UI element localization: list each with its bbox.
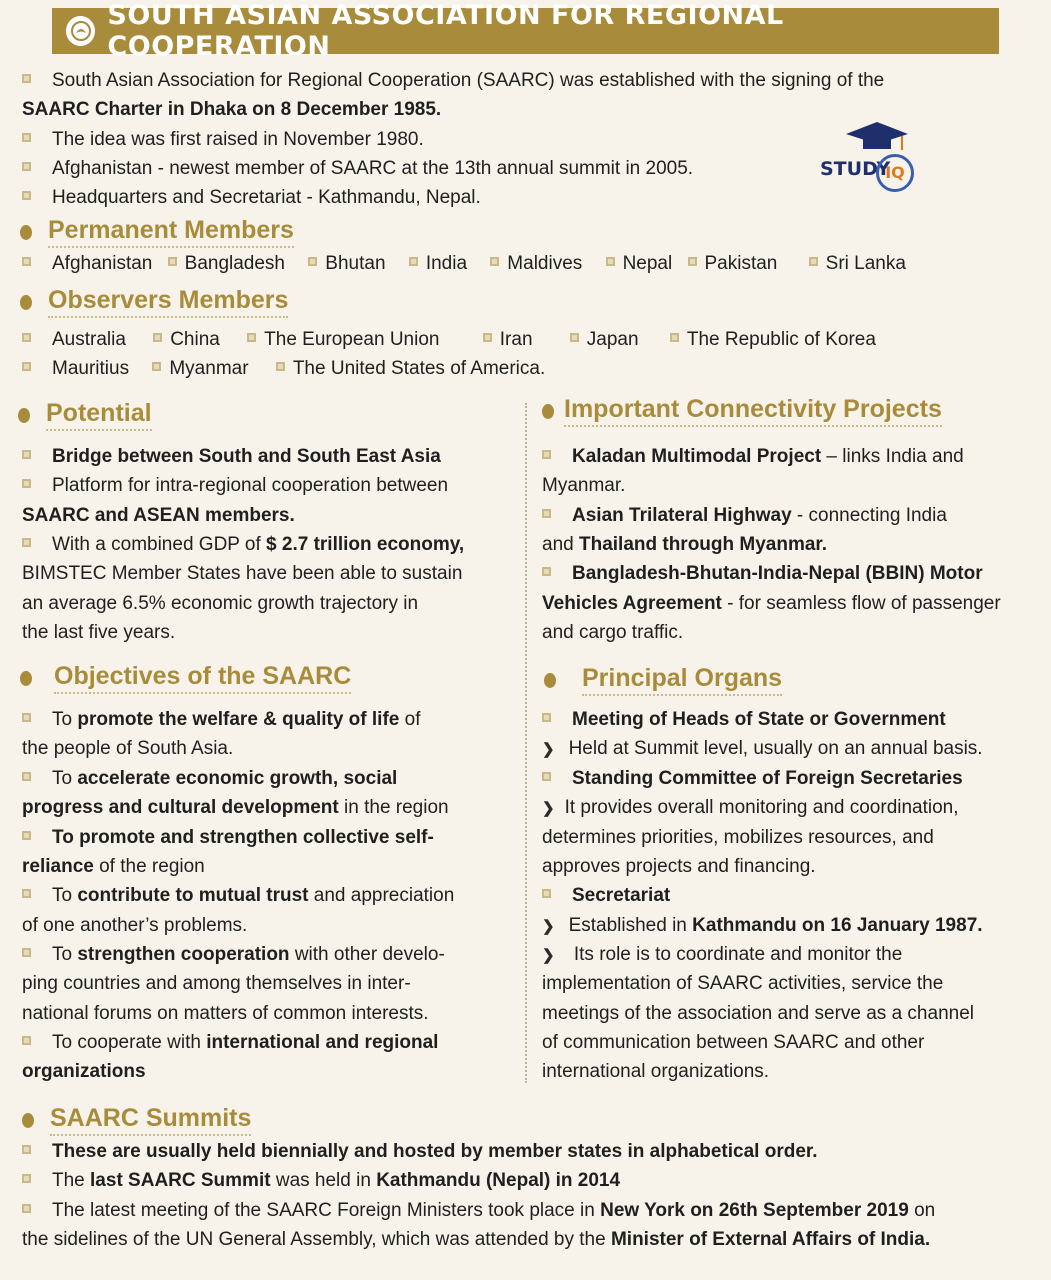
potential-heading: Potential xyxy=(18,399,152,431)
connectivity-line-4: and Thailand through Myanmar. xyxy=(542,534,828,555)
heading-bullet-icon xyxy=(542,404,554,419)
bullet-icon xyxy=(308,257,317,266)
bullet-icon xyxy=(490,257,499,266)
bullet-icon xyxy=(22,889,31,898)
summit-line-3: The latest meeting of the SAARC Foreign Ministers took place in New York on 26th September 2019 on xyxy=(22,1196,935,1225)
objective-5: To strengthen cooperation with other develo- xyxy=(22,940,445,969)
organ-3-detail-3: implementation of SAARC activities, service the xyxy=(542,973,944,994)
heading-bullet-icon xyxy=(20,225,32,240)
bullet-icon xyxy=(542,567,551,576)
heading-bullet-icon xyxy=(18,408,30,423)
graduation-cap-icon xyxy=(844,120,910,154)
observer-item: Japan xyxy=(586,329,639,350)
observer-item: The European Union xyxy=(264,329,440,350)
objective-2-cont: progress and cultural development in the region xyxy=(22,797,449,818)
bullet-icon xyxy=(22,772,31,781)
intro-line-1: South Asian Association for Regional Cooperation (SAARC) was established with the signing of the xyxy=(22,66,884,95)
objective-4-cont: of one another’s problems. xyxy=(22,915,248,936)
member-item: Bhutan xyxy=(325,253,386,274)
observers-row-2 xyxy=(22,354,545,383)
potential-line-7: the last five years. xyxy=(22,622,176,643)
arrow-bullet-icon: ❯ xyxy=(542,918,555,935)
logo-study-text: STUDY xyxy=(820,158,891,180)
bullet-icon xyxy=(542,772,551,781)
arrow-bullet-icon: ❯ xyxy=(542,741,555,758)
bullet-icon xyxy=(22,831,31,840)
organ-3-detail-2: ❯ Its role is to coordinate and monitor the xyxy=(542,940,902,970)
bullet-icon xyxy=(22,1036,31,1045)
organ-3-detail-5: of communication between SAARC and other xyxy=(542,1032,925,1053)
member-item: Afghanistan xyxy=(52,253,153,274)
connectivity-line-3: Asian Trilateral Highway - connecting India xyxy=(542,501,947,530)
bullet-icon xyxy=(670,333,679,342)
summit-line-4: the sidelines of the UN General Assembly, which was attended by the Minister of External Affairs of India. xyxy=(22,1229,931,1250)
bullet-icon xyxy=(542,450,551,459)
observer-item: The United States of America. xyxy=(292,358,546,379)
bullet-icon xyxy=(542,889,551,898)
bullet-icon xyxy=(22,1174,31,1183)
bullet-icon xyxy=(247,333,256,342)
connectivity-heading: Important Connectivity Projects xyxy=(542,395,942,427)
bullet-icon xyxy=(688,257,697,266)
permanent-members-heading: Permanent Members xyxy=(20,216,294,248)
organ-1-detail: ❯ Held at Summit level, usually on an annual basis. xyxy=(542,734,983,764)
organ-2: Standing Committee of Foreign Secretaries xyxy=(542,764,963,793)
saarc-emblem-icon xyxy=(66,16,95,46)
objective-3: To promote and strengthen collective self- xyxy=(22,823,434,852)
organs-heading: Principal Organs xyxy=(544,664,782,696)
bullet-icon xyxy=(22,1145,31,1154)
bullet-icon xyxy=(22,713,31,722)
objective-5-cont-1: ping countries and among themselves in inter- xyxy=(22,973,411,994)
organ-3-detail-4: meetings of the association and serve as a channel xyxy=(542,1003,974,1024)
studyiq-logo xyxy=(818,120,914,200)
member-item: Maldives xyxy=(507,253,583,274)
potential-line-5: BIMSTEC Member States have been able to sustain xyxy=(22,563,463,584)
objective-3-cont: reliance of the region xyxy=(22,856,205,877)
member-item: Nepal xyxy=(622,253,673,274)
bullet-icon xyxy=(483,333,492,342)
bullet-icon xyxy=(22,191,31,200)
potential-line-3: SAARC and ASEAN members. xyxy=(22,505,295,526)
intro-line-2: SAARC Charter in Dhaka on 8 December 1985. xyxy=(22,99,442,120)
organ-2-detail: ❯ It provides overall monitoring and coordination, xyxy=(542,793,959,823)
observer-item: Mauritius xyxy=(52,358,130,379)
bullet-icon xyxy=(22,1204,31,1213)
intro-line-5: Headquarters and Secretariat - Kathmandu, Nepal. xyxy=(22,183,481,212)
bullet-icon xyxy=(22,450,31,459)
potential-line-4: With a combined GDP of $ 2.7 trillion economy, xyxy=(22,530,464,559)
bullet-icon xyxy=(22,333,31,342)
objective-1-cont: the people of South Asia. xyxy=(22,738,234,759)
connectivity-line-2: Myanmar. xyxy=(542,475,626,496)
summit-line-1: These are usually held biennially and hosted by member states in alphabetical order. xyxy=(22,1137,818,1166)
intro-line-4: Afghanistan - newest member of SAARC at the 13th annual summit in 2005. xyxy=(22,154,693,183)
bullet-icon xyxy=(22,479,31,488)
member-item: Pakistan xyxy=(704,253,778,274)
summit-line-2: The last SAARC Summit was held in Kathmandu (Nepal) in 2014 xyxy=(22,1166,620,1195)
bullet-icon xyxy=(22,538,31,547)
arrow-bullet-icon: ❯ xyxy=(542,947,555,964)
connectivity-line-5: Bangladesh-Bhutan-India-Nepal (BBIN) Motor xyxy=(542,559,983,588)
potential-line-1: Bridge between South and South East Asia xyxy=(22,442,441,471)
objective-6: To cooperate with international and regional xyxy=(22,1028,438,1057)
heading-bullet-icon xyxy=(20,671,32,686)
organ-3: Secretariat xyxy=(542,881,670,910)
bullet-icon xyxy=(22,133,31,142)
heading-bullet-icon xyxy=(20,295,32,310)
observer-item: Myanmar xyxy=(169,358,249,379)
organ-1: Meeting of Heads of State or Government xyxy=(542,705,946,734)
bullet-icon xyxy=(22,257,31,266)
objective-1: To promote the welfare & quality of life of xyxy=(22,705,420,734)
objective-2: To accelerate economic growth, social xyxy=(22,764,397,793)
observer-item: Iran xyxy=(499,329,533,350)
bullet-icon xyxy=(22,948,31,957)
member-item: Sri Lanka xyxy=(825,253,906,274)
column-divider xyxy=(525,403,527,1083)
bullet-icon xyxy=(22,74,31,83)
objective-5-cont-2: national forums on matters of common interests. xyxy=(22,1003,429,1024)
bullet-icon xyxy=(153,333,162,342)
bullet-icon xyxy=(22,162,31,171)
organ-3-detail-6: international organizations. xyxy=(542,1061,770,1082)
connectivity-line-7: and cargo traffic. xyxy=(542,622,684,643)
bullet-icon xyxy=(409,257,418,266)
observer-item: China xyxy=(170,329,220,350)
page-title: SOUTH ASIAN ASSOCIATION FOR REGIONAL COOPERATION xyxy=(107,0,784,62)
organ-2-detail-2: determines priorities, mobilizes resources, and xyxy=(542,827,934,848)
observers-row-1 xyxy=(22,325,876,354)
heading-bullet-icon xyxy=(544,673,556,688)
observers-heading: Observers Members xyxy=(20,286,288,318)
bullet-icon xyxy=(152,362,161,371)
permanent-members-list xyxy=(22,249,906,278)
member-item: Bangladesh xyxy=(184,253,286,274)
summits-heading: SAARC Summits xyxy=(22,1104,251,1136)
objectives-heading: Objectives of the SAARC xyxy=(20,662,351,694)
potential-line-6: an average 6.5% economic growth trajectory in xyxy=(22,593,419,614)
potential-line-2: Platform for intra-regional cooperation between xyxy=(22,471,448,500)
observer-item: Australia xyxy=(52,329,126,350)
arrow-bullet-icon: ❯ xyxy=(542,800,555,817)
objective-6-cont: organizations xyxy=(22,1061,146,1082)
organ-3-detail: ❯ Established in Kathmandu on 16 January 1987. xyxy=(542,911,983,941)
connectivity-line-6: Vehicles Agreement - for seamless flow of passenger xyxy=(542,593,1001,614)
bullet-icon xyxy=(22,362,31,371)
heading-bullet-icon xyxy=(22,1113,34,1128)
bullet-icon xyxy=(542,713,551,722)
bullet-icon xyxy=(606,257,615,266)
logo-iq-text: IQ xyxy=(876,154,914,192)
member-item: India xyxy=(425,253,468,274)
bullet-icon xyxy=(276,362,285,371)
observer-item: The Republic of Korea xyxy=(686,329,876,350)
bullet-icon xyxy=(570,333,579,342)
objective-4: To contribute to mutual trust and appreciation xyxy=(22,881,454,910)
bullet-icon xyxy=(542,509,551,518)
bullet-icon xyxy=(809,257,818,266)
connectivity-line-1: Kaladan Multimodal Project – links India and xyxy=(542,442,964,471)
bullet-icon xyxy=(168,257,177,266)
title-banner xyxy=(52,0,999,62)
organ-2-detail-3: approves projects and financing. xyxy=(542,856,816,877)
intro-line-3: The idea was first raised in November 1980. xyxy=(22,125,424,154)
